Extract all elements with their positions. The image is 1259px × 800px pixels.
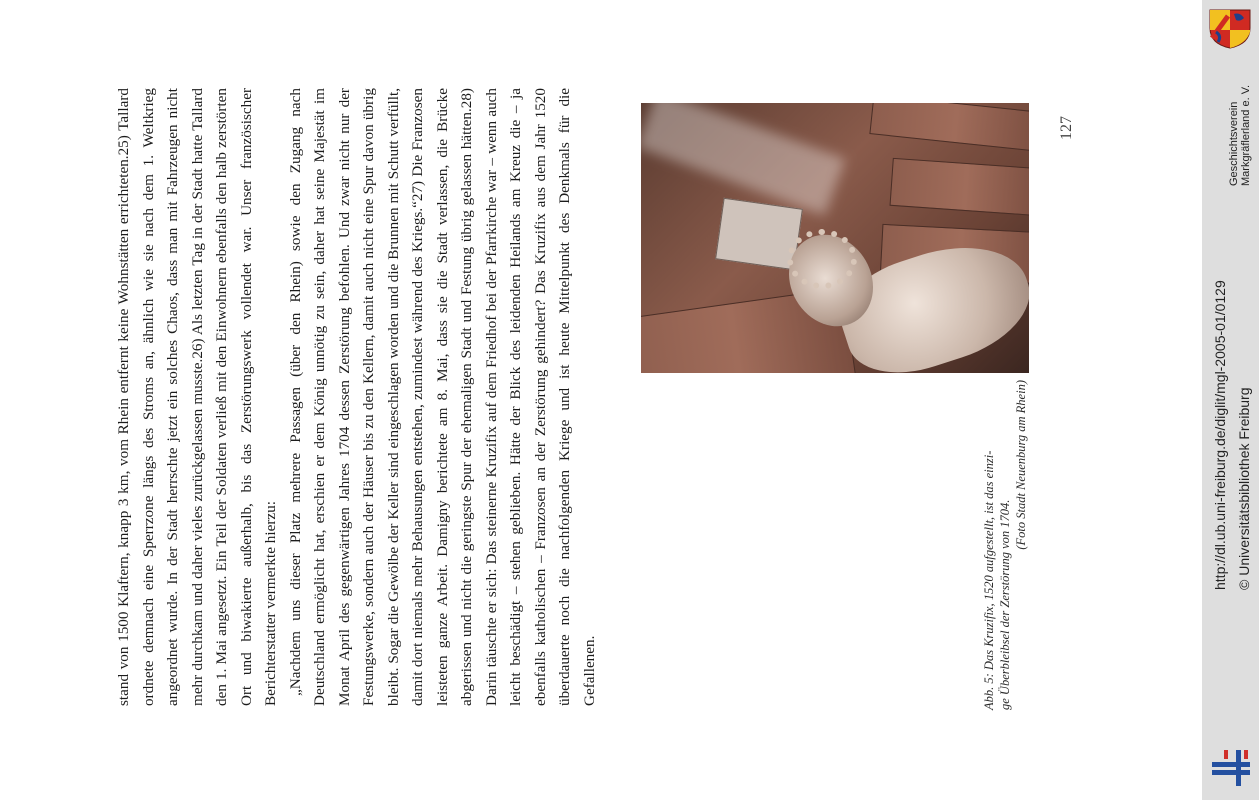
figure-caption — [981, 380, 1033, 710]
coat-of-arms-icon — [1208, 8, 1252, 50]
caption-line-2: ge Überbleibsel der Zerstörung von 1704. — [998, 499, 1012, 710]
caption-line-1: Abb. 5: Das Kruzifix, 1520 aufgestellt, ist das einzi- — [982, 450, 996, 710]
paragraph-1: stand von 1500 Klaftern, knapp 3 km, vom Rhein entfernt keine Wohnstätten errichteten.25) Tallard ordnete demnach eine Sperrzone längs des Stroms an, ähnlich wie sie nach dem 1. Weltkrieg angeordnet wurde. In der Stadt herrschte jetzt ein solches Chaos, dass man mit Fahrzeugen nicht mehr durchkam und daher vieles zurückgelassen musste.26) Als letzten Tag in der Stadt hatte Tallard den 1. Mai angesetzt. Ein Teil der Soldaten verließ mit den Einwohnern ebenfalls den halb zerstörten Ort und biwakierte außerhalb, bis das Zerstörungswerk vollendet war. Unser französischer Berichterstatter vermerkte hierzu: — [115, 88, 279, 706]
crucifix-photo — [641, 103, 1029, 373]
society-name-line-2: Markgräflerland e. V. — [1240, 84, 1252, 186]
copyright-notice: © Universitätsbibliothek Freiburg — [1236, 387, 1252, 590]
light-ray — [641, 103, 845, 215]
caption-credit: (Foto Stadt Neuenburg am Rhein) — [1014, 380, 1028, 550]
document-url[interactable]: http://dl.ub.uni-freiburg.de/diglit/mgl-2005-01/0129 — [1212, 280, 1228, 590]
digital-library-logo-icon[interactable] — [1210, 748, 1252, 788]
body-text — [112, 88, 602, 706]
wood-plank — [869, 103, 1029, 152]
crown-of-thorns — [787, 229, 857, 289]
paragraph-2: „Nachdem uns dieser Platz mehrere Passagen (über den Rhein) sowie den Zugang nach Deutschland ermöglicht hat, erschien er dem König unnötig zu sein, daher hat seine Majestät im Monat April des gegenwärtigen Jahres 1704 dessen Zerstörung befohlen. Und zwar nicht nur der Festungswerke, sondern auch der Häuser bis zu den Kellern, damit auch nicht eine Spur davon übrig bleibt. Sogar die Gewölbe der Keller sind eingeschlagen worden und die Brunnen mit Schutt verfüllt, damit dort niemals mehr Behausungen entstehen, zumindest während des Kriegs.“27) Die Franzosen leisteten ganze Arbeit. Damigny berichtete am 8. Mai, dass sie die Stadt verlassen, die Brücke abgerissen und nicht die geringste Spur der ehemaligen Stadt und Festung übrig gelassen hätten.28) Darin täuschte er sich: Das steinerne Kruzifix auf dem Friedhof bei der Pfarrkirche war – wenn auch leicht beschädigt – stehen geblieben. Hätte der Blick des leidenden Heilands am Kreuz die – ja ebenfalls katholischen – Franzosen an der Zerstörung gehindert? Das Kruzifix aus dem Jahr 1520 überdauerte noch die nachfolgenden Kriege und ist heute Mittelpunkt des Denkmals für die Gefallenen. — [286, 88, 598, 706]
society-name-line-1: Geschichtsverein — [1228, 101, 1240, 186]
wood-plank — [890, 158, 1029, 216]
page-number: 127 — [1058, 116, 1075, 140]
